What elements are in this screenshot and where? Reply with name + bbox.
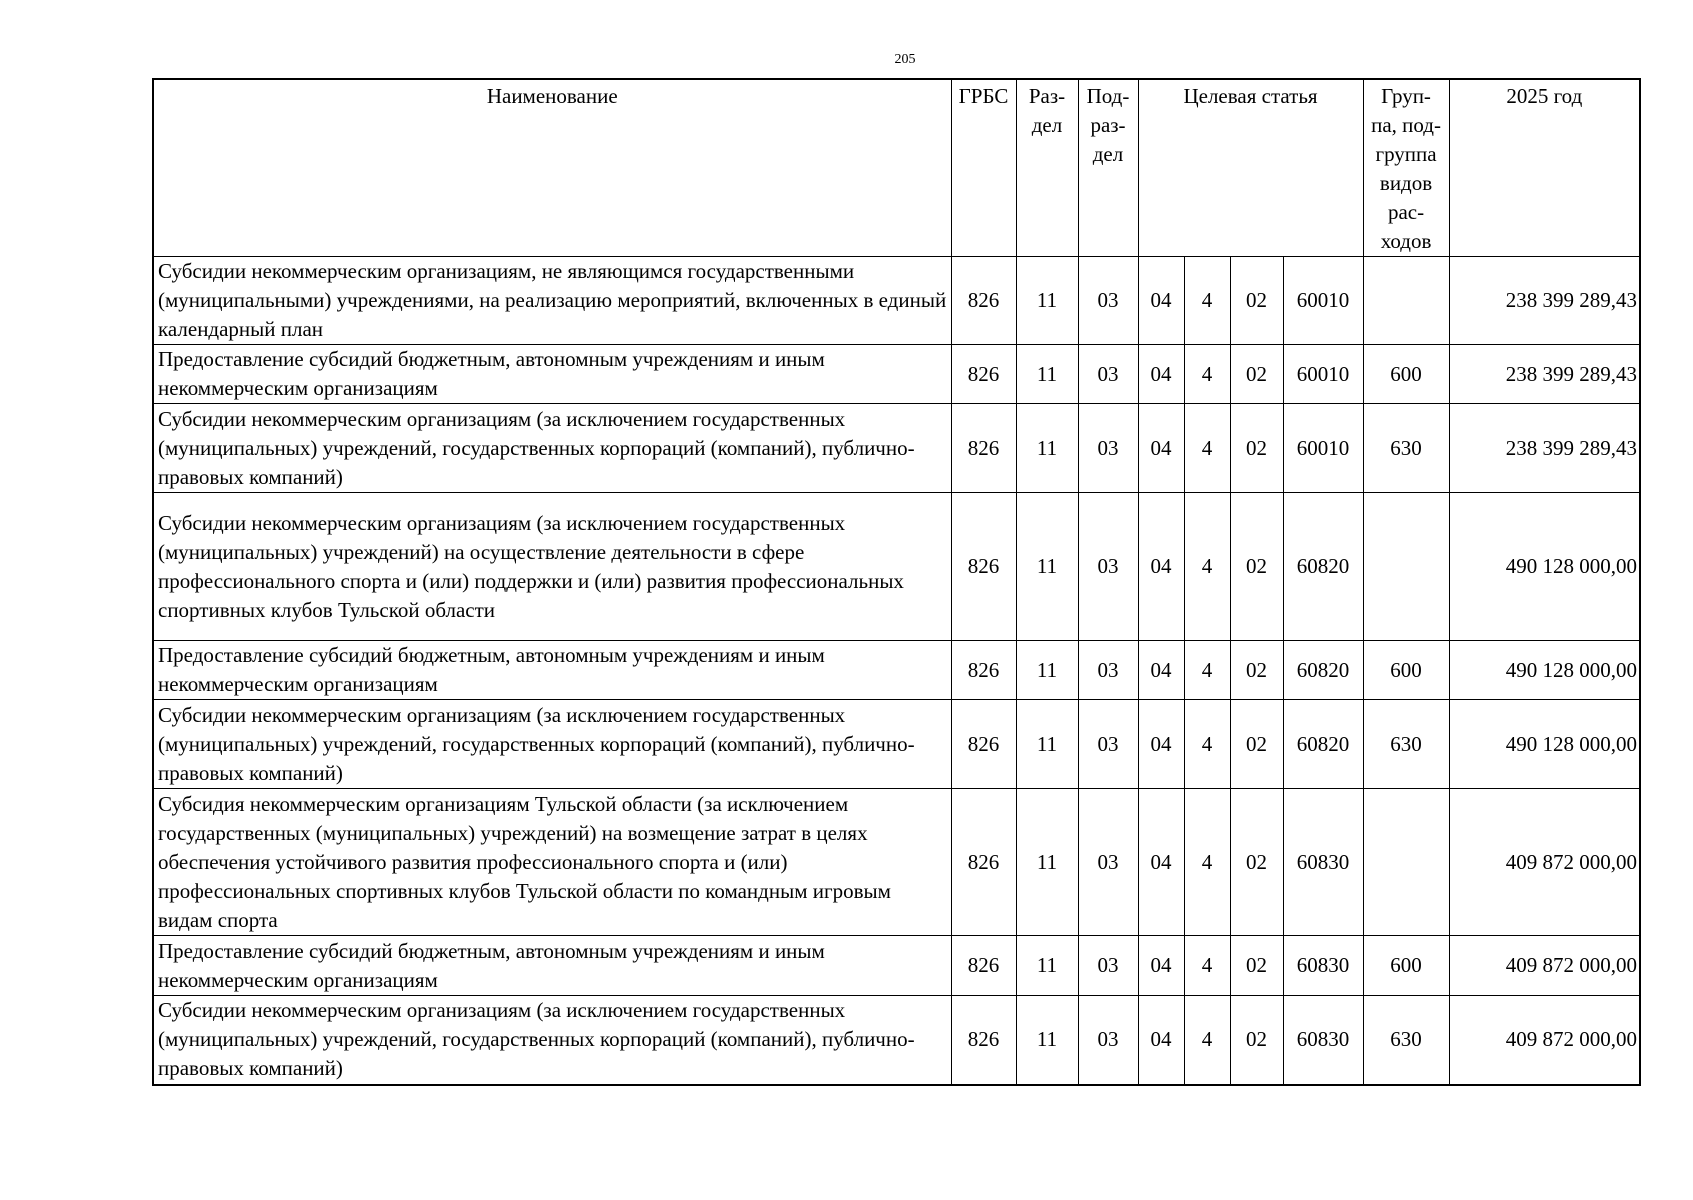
row-group <box>1363 493 1449 641</box>
table-row <box>153 936 1640 996</box>
row-grbs: 826 <box>951 404 1016 493</box>
header-grbs: ГРБС <box>951 79 1016 257</box>
row-target-2: 4 <box>1184 493 1230 641</box>
row-grbs: 826 <box>951 996 1016 1085</box>
row-amount: 238 399 289,43 <box>1449 404 1640 493</box>
table-row <box>153 700 1640 789</box>
row-razdel: 11 <box>1016 257 1078 345</box>
row-target-3: 02 <box>1230 404 1283 493</box>
row-podrazdel: 03 <box>1078 493 1138 641</box>
row-target-2: 4 <box>1184 404 1230 493</box>
row-target-2: 4 <box>1184 345 1230 404</box>
row-target-3: 02 <box>1230 996 1283 1085</box>
header-name: Наименование <box>153 79 951 257</box>
row-group <box>1363 257 1449 345</box>
row-target-1: 04 <box>1138 345 1184 404</box>
row-target-3: 02 <box>1230 257 1283 345</box>
row-group <box>1363 789 1449 936</box>
row-razdel: 11 <box>1016 493 1078 641</box>
row-name: Субсидии некоммерческим организациям (за исключением государственных (муниципальных) учреждений) на осуществление деятельности в сфере профессионального спорта и (или) поддержки и (или) развития профессиональных спортивных клубов Тульской области <box>153 493 951 641</box>
row-podrazdel: 03 <box>1078 936 1138 996</box>
budget-table <box>152 78 1641 1086</box>
row-grbs: 826 <box>951 789 1016 936</box>
row-name: Субсидия некоммерческим организациям Тульской области (за исключением государственных (муниципальных) учреждений) на возмещение затрат в целях обеспечения устойчивого развития профессионального спорта и (или) профессиональных спортивных клубов Тульской области по командным игровым видам спорта <box>153 789 951 936</box>
row-target-4: 60830 <box>1283 789 1363 936</box>
row-podrazdel: 03 <box>1078 996 1138 1085</box>
row-target-4: 60010 <box>1283 257 1363 345</box>
row-target-2: 4 <box>1184 700 1230 789</box>
row-amount: 238 399 289,43 <box>1449 345 1640 404</box>
row-grbs: 826 <box>951 936 1016 996</box>
table-row <box>153 345 1640 404</box>
row-grbs: 826 <box>951 641 1016 700</box>
row-grbs: 826 <box>951 700 1016 789</box>
row-grbs: 826 <box>951 345 1016 404</box>
table-row <box>153 996 1640 1085</box>
row-group: 600 <box>1363 936 1449 996</box>
header-year-2025: 2025 год <box>1449 79 1640 257</box>
row-target-1: 04 <box>1138 936 1184 996</box>
row-target-4: 60820 <box>1283 493 1363 641</box>
row-razdel: 11 <box>1016 404 1078 493</box>
header-expense-group: Груп- па, под- группа видов рас- ходов <box>1363 79 1449 257</box>
row-name: Предоставление субсидий бюджетным, автономным учреждениям и иным некоммерческим организациям <box>153 641 951 700</box>
row-amount: 238 399 289,43 <box>1449 257 1640 345</box>
header-podrazdel: Под- раз- дел <box>1078 79 1138 257</box>
row-target-1: 04 <box>1138 404 1184 493</box>
row-amount: 409 872 000,00 <box>1449 996 1640 1085</box>
row-target-4: 60010 <box>1283 345 1363 404</box>
row-amount: 490 128 000,00 <box>1449 493 1640 641</box>
header-razdel: Раз- дел <box>1016 79 1078 257</box>
page-number: 205 <box>894 52 916 67</box>
row-name: Предоставление субсидий бюджетным, автономным учреждениям и иным некоммерческим организациям <box>153 936 951 996</box>
row-target-1: 04 <box>1138 641 1184 700</box>
row-target-2: 4 <box>1184 641 1230 700</box>
row-target-3: 02 <box>1230 700 1283 789</box>
row-target-1: 04 <box>1138 700 1184 789</box>
row-name: Субсидии некоммерческим организациям (за исключением государственных (муниципальных) учреждений, государственных корпораций (компаний), публично-правовых компаний) <box>153 404 951 493</box>
row-target-1: 04 <box>1138 996 1184 1085</box>
row-podrazdel: 03 <box>1078 345 1138 404</box>
row-target-2: 4 <box>1184 996 1230 1085</box>
row-amount: 409 872 000,00 <box>1449 936 1640 996</box>
table-row <box>153 789 1640 936</box>
row-target-4: 60010 <box>1283 404 1363 493</box>
row-razdel: 11 <box>1016 996 1078 1085</box>
row-target-2: 4 <box>1184 936 1230 996</box>
row-podrazdel: 03 <box>1078 404 1138 493</box>
row-name: Субсидии некоммерческим организациям, не являющимся государственными (муниципальными) учреждениями, на реализацию мероприятий, включенных в единый календарный план <box>153 257 951 345</box>
row-amount: 490 128 000,00 <box>1449 700 1640 789</box>
row-group: 630 <box>1363 996 1449 1085</box>
table-row <box>153 257 1640 345</box>
row-target-2: 4 <box>1184 789 1230 936</box>
row-group: 630 <box>1363 700 1449 789</box>
row-razdel: 11 <box>1016 700 1078 789</box>
table-row <box>153 641 1640 700</box>
row-grbs: 826 <box>951 257 1016 345</box>
row-target-3: 02 <box>1230 641 1283 700</box>
row-name: Субсидии некоммерческим организациям (за исключением государственных (муниципальных) учреждений, государственных корпораций (компаний), публично-правовых компаний) <box>153 700 951 789</box>
row-grbs: 826 <box>951 493 1016 641</box>
row-group: 630 <box>1363 404 1449 493</box>
row-amount: 409 872 000,00 <box>1449 789 1640 936</box>
row-podrazdel: 03 <box>1078 700 1138 789</box>
row-group: 600 <box>1363 641 1449 700</box>
header-row <box>153 79 1640 257</box>
row-razdel: 11 <box>1016 936 1078 996</box>
row-target-4: 60830 <box>1283 936 1363 996</box>
row-target-3: 02 <box>1230 936 1283 996</box>
row-name: Субсидии некоммерческим организациям (за исключением государственных (муниципальных) учреждений, государственных корпораций (компаний), публично-правовых компаний) <box>153 996 951 1085</box>
row-target-1: 04 <box>1138 493 1184 641</box>
row-amount: 490 128 000,00 <box>1449 641 1640 700</box>
row-razdel: 11 <box>1016 641 1078 700</box>
row-name: Предоставление субсидий бюджетным, автономным учреждениям и иным некоммерческим организациям <box>153 345 951 404</box>
row-target-1: 04 <box>1138 789 1184 936</box>
row-podrazdel: 03 <box>1078 257 1138 345</box>
table-row <box>153 493 1640 641</box>
row-target-4: 60830 <box>1283 996 1363 1085</box>
row-target-2: 4 <box>1184 257 1230 345</box>
row-razdel: 11 <box>1016 345 1078 404</box>
row-target-4: 60820 <box>1283 700 1363 789</box>
table-row <box>153 404 1640 493</box>
row-target-3: 02 <box>1230 493 1283 641</box>
row-podrazdel: 03 <box>1078 789 1138 936</box>
row-target-3: 02 <box>1230 789 1283 936</box>
row-target-1: 04 <box>1138 257 1184 345</box>
row-group: 600 <box>1363 345 1449 404</box>
row-target-4: 60820 <box>1283 641 1363 700</box>
row-target-3: 02 <box>1230 345 1283 404</box>
row-razdel: 11 <box>1016 789 1078 936</box>
row-podrazdel: 03 <box>1078 641 1138 700</box>
header-target-article: Целевая статья <box>1138 79 1363 257</box>
